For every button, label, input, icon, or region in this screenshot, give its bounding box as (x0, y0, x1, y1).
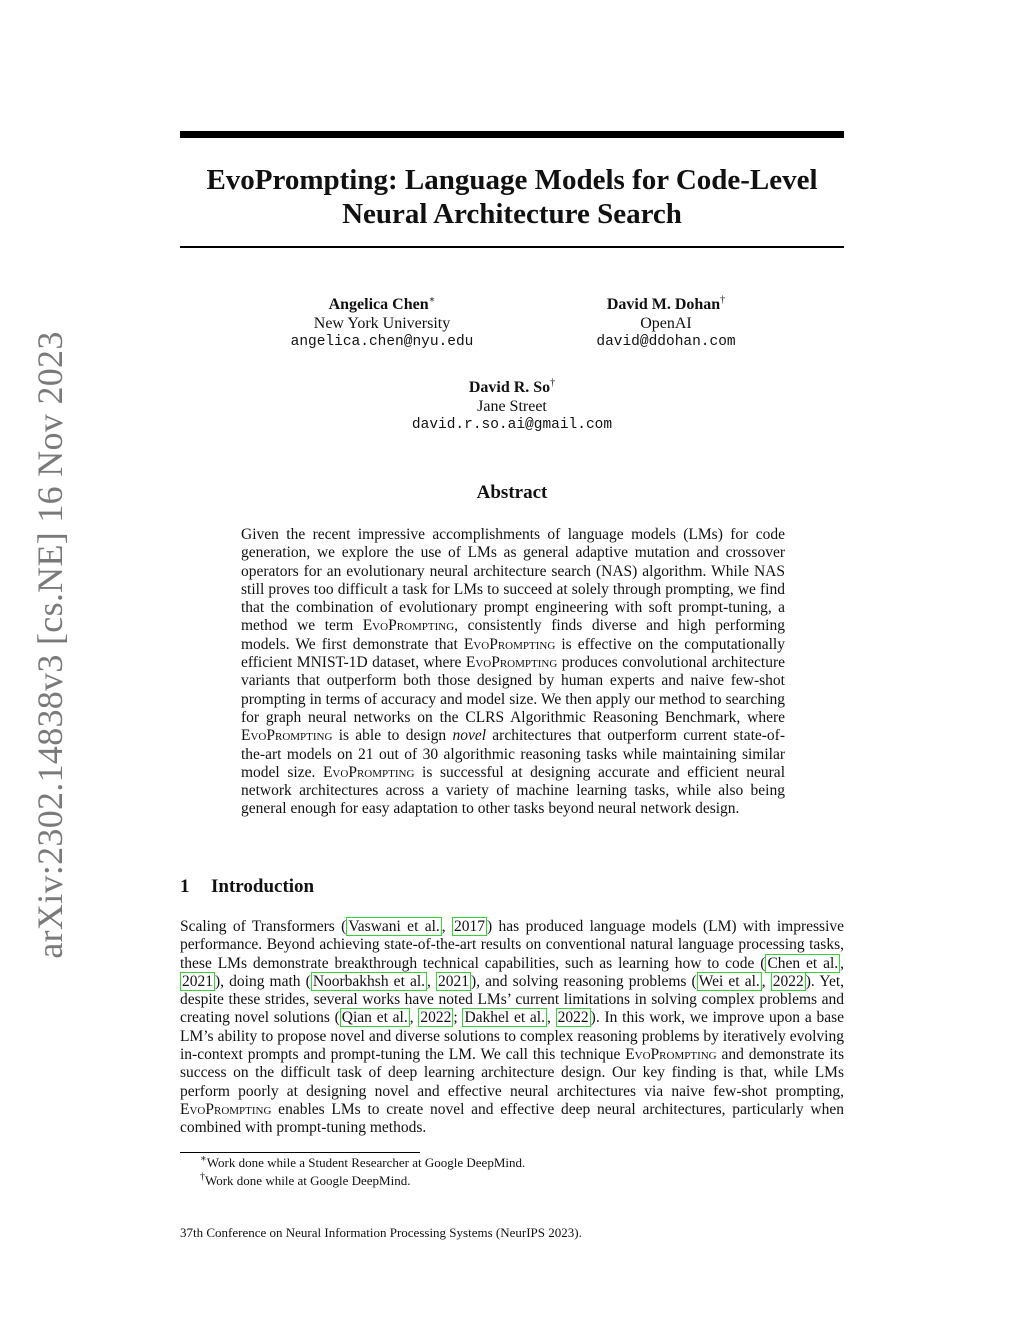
abstract-body: Given the recent impressive accomplishments of language models (LMs) for code generation, we explore the use of LMs as general adaptive mutation and crossover operators for an evolutionary neural architecture search (NAS) algorithm. While NAS still proves too difficult a task for LMs to succeed at solely through prompting, we find that the combination of evolutionary prompt engineering with soft prompt-tuning, a method we term EvoPrompting, consistently finds diverse and high performing models. We first demonstrate that EvoPrompting is effective on the computationally efficient MNIST-1D dataset, where EvoPrompting produces convolutional architecture variants that outperform both those designed by human experts and naive few-shot prompting in terms of accuracy and model size. We then apply our method to searching for graph neural networks on the CLRS Algorithmic Reasoning Benchmark, where EvoPrompting is able to design novel architectures that outperform current state-of-the-art models on 21 out of 30 algorithmic reasoning tasks while maintaining similar model size. EvoPrompting is successful at designing accurate and efficient neural network architectures across a variety of machine learning tasks, while also being general enough for easy adaptation to other tasks beyond neural network design. (241, 526, 785, 818)
author-affiliation: New York University (313, 315, 451, 332)
title-line-2: Neural Architecture Search (342, 198, 682, 230)
author-name: David R. So† (468, 377, 556, 396)
method-name: EvoPrompting (625, 1046, 717, 1064)
citation-link[interactable]: 2021 (438, 972, 470, 990)
emphasis: novel (452, 727, 487, 745)
method-name: EvoPrompting (465, 654, 558, 672)
footnote-1: ∗Work done while a Student Researcher at Google DeepMind. (200, 1153, 526, 1170)
author-email[interactable]: david.r.so.ai@gmail.com (411, 417, 613, 433)
conference-note: 37th Conference on Neural Information Processing Systems (NeurIPS 2023). (180, 1225, 582, 1240)
author-block-1 (252, 295, 512, 352)
citation-link[interactable]: Vaswani et al. (348, 918, 440, 935)
section-title: Introduction (211, 876, 315, 897)
arxiv-sidebar-stamp: arXiv:2302.14838v3 [cs.NE] 16 Nov 2023 (30, 331, 70, 959)
citation-link[interactable]: 2022 (772, 972, 804, 990)
title-rule-bottom (180, 246, 844, 248)
author-name: Angelica Chen∗ (328, 294, 436, 313)
footnote-2: †Work done while at Google DeepMind. (200, 1171, 411, 1188)
method-name: EvoPrompting (322, 763, 415, 781)
section-heading (180, 876, 314, 898)
footnote-rule (180, 1152, 420, 1153)
abstract-heading: Abstract (476, 482, 548, 503)
title-rule-top (180, 131, 844, 138)
method-name: EvoPrompting (180, 1100, 272, 1118)
citation-link[interactable]: Chen et al. (767, 954, 839, 972)
author-email[interactable]: david@ddohan.com (596, 334, 736, 350)
method-name: EvoPrompting (362, 617, 455, 635)
author-block-3 (382, 378, 642, 435)
citation-link[interactable]: Noorbakhsh et al. (312, 972, 426, 990)
author-block-2 (536, 295, 796, 352)
title-line-1: EvoPrompting: Language Models for Code-Level (206, 164, 818, 196)
citation-link[interactable]: Dakhel et al. (464, 1009, 545, 1027)
paper-title (180, 163, 844, 231)
author-email[interactable]: angelica.chen@nyu.edu (290, 334, 474, 350)
intro-paragraph: Scaling of Transformers ( Vaswani et al. , 2017 ) has produced language models (LM) with impressive performance. Beyond achieving state-of-the-art results on conventional natural language processing tasks, these LMs demonstrate breakthrough technical capabilities, such as learning how to code ( Chen et al. , 2021 ), doing math ( Noorbakhsh et al. , 2021 ), and solving reasoning problems ( Wei et al. , 2022 ). Yet, despite these strides, several works have noted LMs’ current limitations in solving complex problems and creating novel solutions ( Qian et al. , 2022 ; Dakhel et al. , 2022 ). In this work, we improve upon a base LM’s ability to propose novel and diverse solutions to complex reasoning problems by iteratively evolving in-context prompts and prompt-tuning the LM. We call this technique EvoPrompting and demonstrate its success on the difficult task of deep learning architecture design. Our key finding is that, while LMs perform poorly at designing novel and effective neural architectures via naive few-shot prompting, EvoPrompting enables LMs to create novel and effective deep neural architectures, particularly when combined with prompt-tuning methods. (180, 918, 845, 1137)
citation-link[interactable]: 2017 (454, 918, 486, 935)
citation-link[interactable]: Qian et al. (341, 1009, 408, 1027)
method-name: EvoPrompting (241, 727, 333, 745)
citation-link[interactable]: Wei et al. (698, 972, 760, 990)
citation-link[interactable]: 2022 (557, 1009, 589, 1027)
citation-link[interactable]: 2021 (182, 972, 213, 990)
section-number: 1 (180, 876, 190, 897)
author-affiliation: Jane Street (477, 398, 547, 415)
method-name: EvoPrompting (463, 635, 556, 653)
author-name: David M. Dohan† (606, 294, 726, 313)
author-affiliation: OpenAI (640, 315, 692, 332)
citation-link[interactable]: 2022 (420, 1009, 452, 1027)
